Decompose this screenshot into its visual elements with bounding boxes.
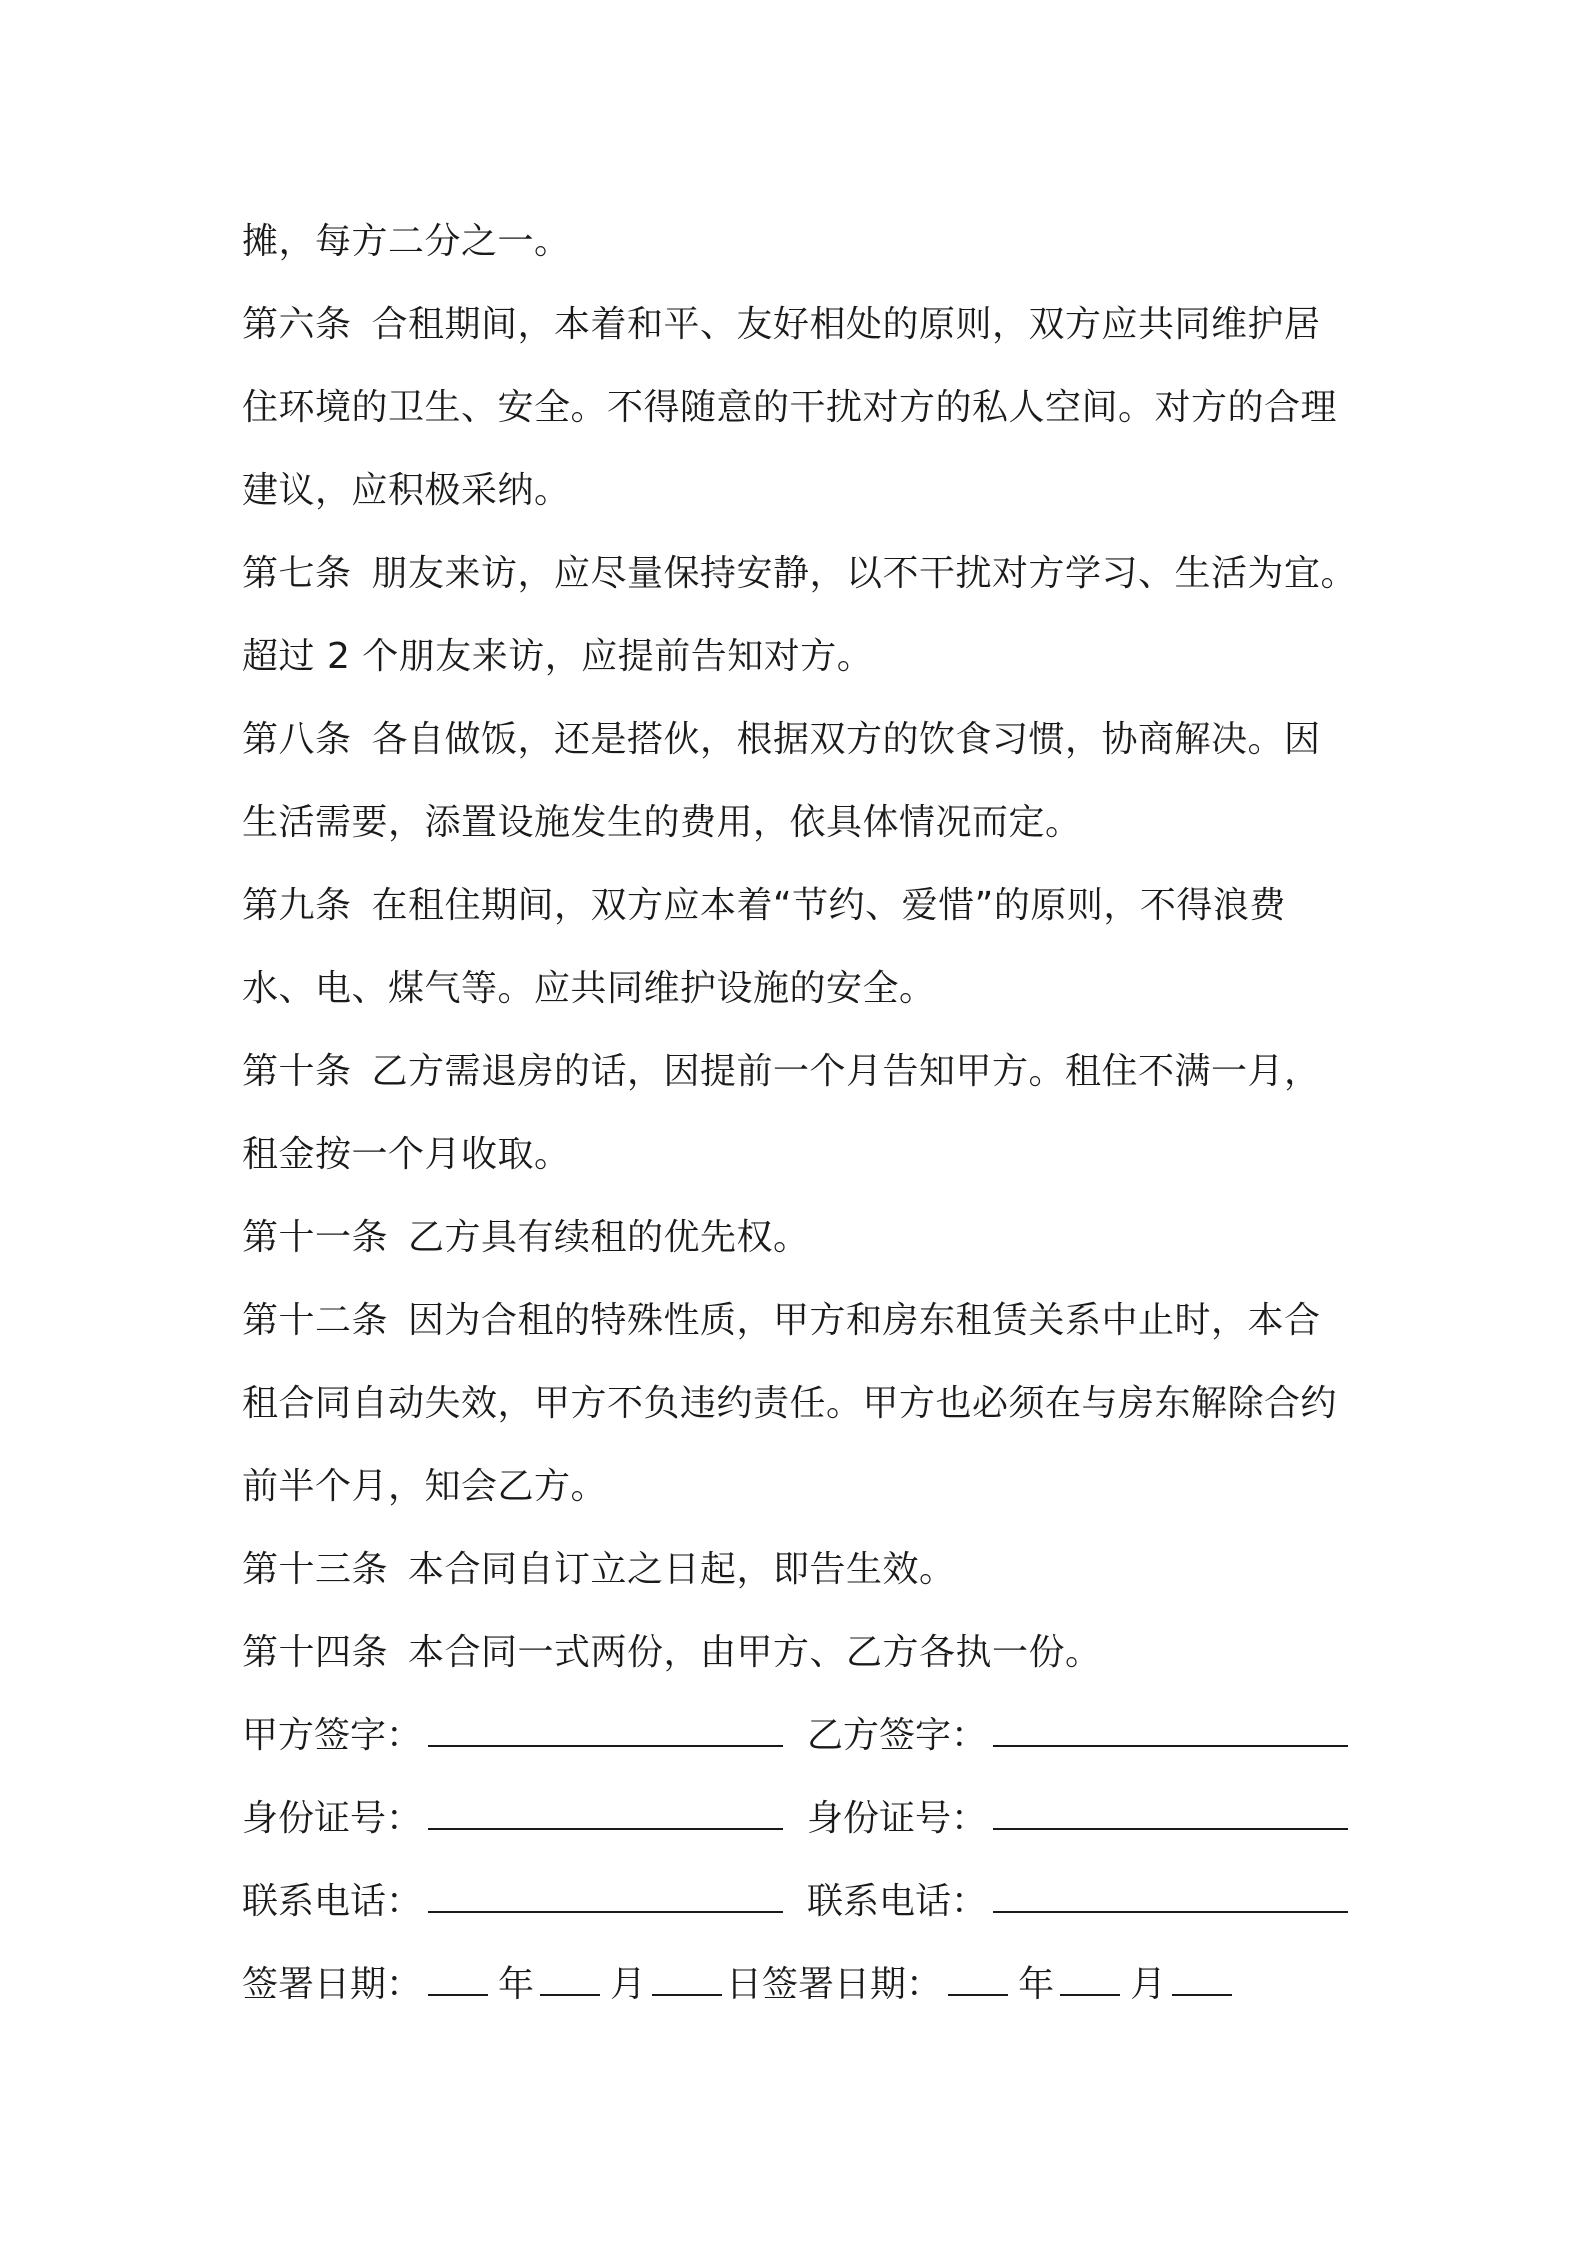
phone-label: 联系电话： [807,1881,988,1922]
paragraph-text: 因为合租的特殊性质，甲方和房东租赁关系中止时，本合 [408,1300,1321,1341]
paragraph-text: 建议，应积极采纳。 [242,470,571,511]
contract-line [242,1445,1402,1528]
paragraph-text: 在租住期间，双方应本着“节约、爱惜”的原则，不得浪费 [371,885,1286,926]
contract-line [242,781,1402,864]
contract-line [242,1611,1402,1694]
year-blank[interactable] [948,1964,1008,1996]
paragraph-text: 乙方需退房的话，因提前一个月告知甲方。租住不满一月， [371,1051,1321,1092]
article-number: 第十三条 [242,1549,389,1590]
party-a-signature [242,1694,783,1777]
date-label: 日签署日期： [726,1964,943,2005]
paragraph-text: 住环境的卫生、安全。不得随意的干扰对方的私人空间。对方的合理 [242,387,1338,428]
article-number: 第七条 [242,553,352,594]
signature-label: 乙方签字： [807,1715,988,1756]
id-number-row [242,1777,1402,1860]
year-label: 年 [498,1964,535,2005]
phone-blank[interactable] [428,1881,783,1913]
contract-line [242,1528,1402,1611]
contract-line [242,283,1402,366]
paragraph-text: 朋友来访，应尽量保持安静，以不干扰对方学习、生活为宜。 [371,553,1358,594]
phone-label: 联系电话： [242,1881,423,1922]
phone-blank[interactable] [993,1881,1348,1913]
article-number: 第十条 [242,1051,352,1092]
id-blank[interactable] [428,1798,783,1830]
signature-row [242,1694,1402,1777]
paragraph-text: 生活需要，添置设施发生的费用，依具体情况而定。 [242,802,1082,843]
signature-label: 甲方签字： [242,1715,423,1756]
signature-blank[interactable] [428,1715,783,1747]
contract-line [242,947,1402,1030]
paragraph-text: 租合同自动失效，甲方不负违约责任。甲方也必须在与房东解除合约 [242,1383,1338,1424]
phone-row [242,1860,1402,1943]
paragraph-text: 租金按一个月收取。 [242,1134,571,1175]
contract-line [242,864,1402,947]
article-number: 第十一条 [242,1217,389,1258]
paragraph-text: 本合同一式两份，由甲方、乙方各执一份。 [408,1632,1102,1673]
contract-line [242,1279,1402,1362]
contract-line [242,615,1402,698]
date-row [242,1943,1402,2026]
contract-line [242,200,1402,283]
paragraph-text: 合租期间，本着和平、友好相处的原则，双方应共同维护居 [371,304,1321,345]
id-blank[interactable] [993,1798,1348,1830]
year-label: 年 [1018,1964,1055,2005]
party-b-phone [807,1860,1348,1943]
contract-line [242,1030,1402,1113]
paragraph-text: 超过 2 个朋友来访，应提前告知对方。 [242,636,874,677]
paragraph-text: 前半个月，知会乙方。 [242,1466,608,1507]
paragraph-text: 各自做饭，还是搭伙，根据双方的饮食习惯，协商解决。因 [371,719,1321,760]
day-blank[interactable] [652,1964,722,1996]
paragraph-text: 乙方具有续租的优先权。 [408,1217,810,1258]
id-label: 身份证号： [242,1798,423,1839]
party-b-signature [807,1694,1348,1777]
paragraph-text: 摊，每方二分之一。 [242,221,571,262]
contract-line [242,532,1402,615]
year-blank[interactable] [428,1964,488,1996]
signature-blank[interactable] [993,1715,1348,1747]
article-number: 第十二条 [242,1300,389,1341]
paragraph-text: 水、电、煤气等。应共同维护设施的安全。 [242,968,936,1009]
article-number: 第六条 [242,304,352,345]
article-number: 第十四条 [242,1632,389,1673]
contract-line [242,1362,1402,1445]
contract-line [242,366,1402,449]
month-label: 月 [610,1964,647,2005]
contract-body [242,200,1402,2026]
party-a-id [242,1777,783,1860]
party-a-phone [242,1860,783,1943]
id-label: 身份证号： [807,1798,988,1839]
party-b-id [807,1777,1348,1860]
day-blank[interactable] [1172,1964,1232,1996]
contract-line [242,449,1402,532]
month-blank[interactable] [1060,1964,1120,1996]
month-blank[interactable] [540,1964,600,1996]
contract-line [242,698,1402,781]
article-number: 第九条 [242,885,352,926]
article-number: 第八条 [242,719,352,760]
contract-line [242,1196,1402,1279]
paragraph-text: 本合同自订立之日起，即告生效。 [408,1549,956,1590]
date-label: 签署日期： [242,1964,423,2005]
month-label: 月 [1130,1964,1167,2005]
contract-line [242,1113,1402,1196]
